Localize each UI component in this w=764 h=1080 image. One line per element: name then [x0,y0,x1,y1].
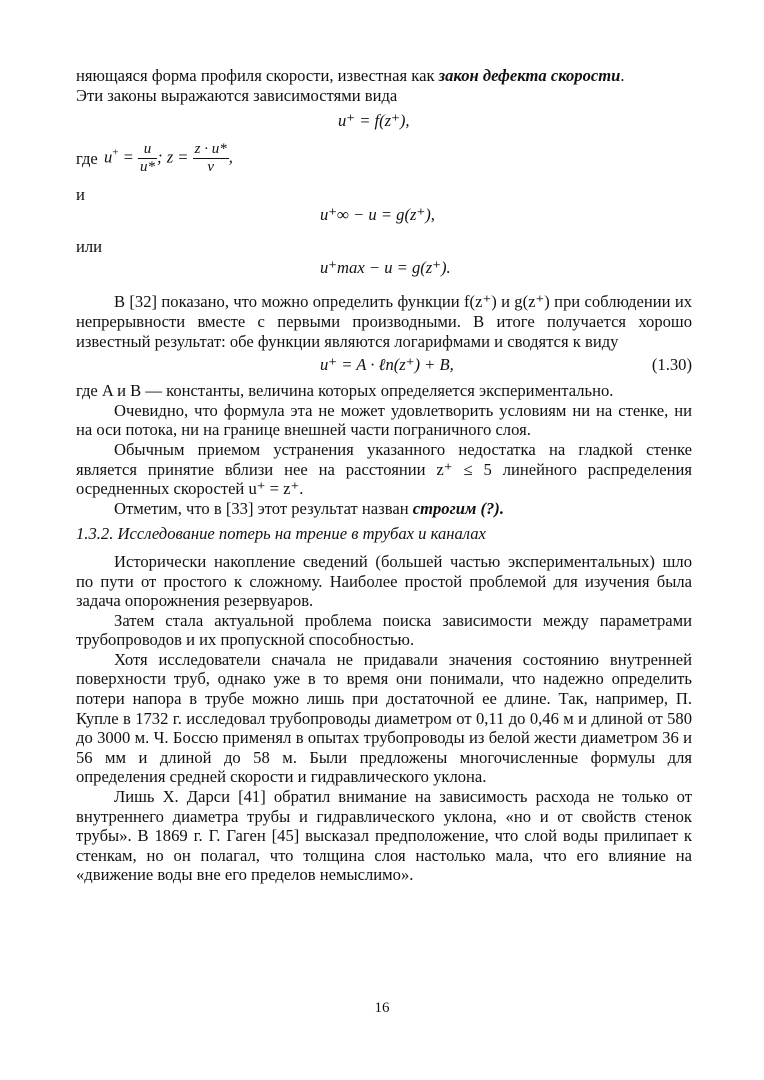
paragraph-4: Очевидно, что формула эта не может удовлетворить условиям ни на стенке, ни на оси потока, ни на границе внешней части пограничного слоя. [76,400,692,440]
equation-4: u⁺ = A · ℓn(z⁺) + B, [320,355,454,375]
equation-1-row [76,105,692,139]
where-definitions [76,139,692,179]
equation-4-row [76,351,692,381]
paragraph-10: Лишь Х. Дарси [41] обратил внимание на зависимость расхода не только от внутреннего диаметра трубы и гидравлического уклона, «но и от свойств стенок трубы». В 1869 г. Г. Гаген [45] высказал предположение, что слой воды прилипает к стенкам, но он полагал, что толщина слоя настолько мала, что его влияние на «движение воды вне его пределов немыслимо». [76,787,692,885]
paragraph-9: Хотя исследователи сначала не придавали значения состоянию внутренней поверхности труб, однако уже в то время они понимали, что надежно определить потери напора в трубе можно лишь при достаточной ее длине. Так, например, П. Купле в 1732 г. исследовал трубопроводы диаметром от 0,11 до 0,46 м и длиной от 580 до 3000 м. Ч. Боссю применял в опытах трубопроводы из белой жести диаметром 36 и 56 мм и длиной до 58 м. Были предложены многочисленные формулы для определения средней скорости и гидравлического уклона. [76,649,692,787]
or-label: или [76,236,103,256]
u-plus-numerator: u [138,141,157,159]
where-label: где [76,149,98,169]
page-number: 16 [374,1000,390,1016]
text-run: Отметим, что в [33] этот результат назван [114,498,413,518]
equation-number: (1.30) [651,355,692,375]
paragraph-1 [76,66,692,86]
paragraph-6 [76,499,692,519]
text-run: няющаяся форма профиля скорости, известная как [76,66,439,85]
paragraph-3: где A и B — константы, величина которых определяется экспериментально. [76,381,614,401]
section-heading: 1.3.2. Исследование потерь на трение в трубах и каналах [76,524,486,544]
definitions-formula: u+ = $\frac{u}{u*}$ ; z = $\frac{z \cdot u*}{\nu}$ , [104,141,233,176]
term-strict: строгим (?). [412,498,504,518]
equation-3: u⁺max − u = g(z⁺). [320,258,451,278]
z-plus-numerator: z · u* [194,141,227,158]
paragraph-1-line-2: Эти законы выражаются зависимостями вида [76,85,398,105]
paragraph-5: Обычным приемом устранения указанного недостатка на гладкой стенке является принятие вблизи нее на расстоянии z⁺ ≤ 5 линейного распределения осредненных скоростей u⁺ = z⁺. [76,439,692,499]
equation-3-row [76,256,692,292]
paragraph-7: Исторически накопление сведений (большей частью экспериментальных) шло по пути от простого к сложному. Наиболее простой проблемой для изучения была задача опорожнения резервуаров. [76,551,692,611]
equation-2-row [76,205,692,237]
term-velocity-defect-law: закон дефекта скорости [438,66,621,85]
equation-2: u⁺∞ − u = g(z⁺), [320,204,435,224]
paragraph-2: В [32] показано, что можно определить функции f(z⁺) и g(z⁺) при соблюдении их непрерывности вместе с первыми производными. В итоге получается хорошо известный результат: обе функции являются логарифмами и сводятся к виду [76,292,692,351]
u-plus-denominator: u* [140,159,156,176]
paragraph-8: Затем стала актуальной проблема поиска зависимости между параметрами трубопроводов и их пропускной способностью. [76,610,692,650]
z-plus-denominator: ν [207,159,215,176]
equation-1: u⁺ = f(z⁺), [338,111,410,131]
text-run: . [620,66,625,85]
and-label: и [76,185,85,205]
page-body [76,66,692,885]
